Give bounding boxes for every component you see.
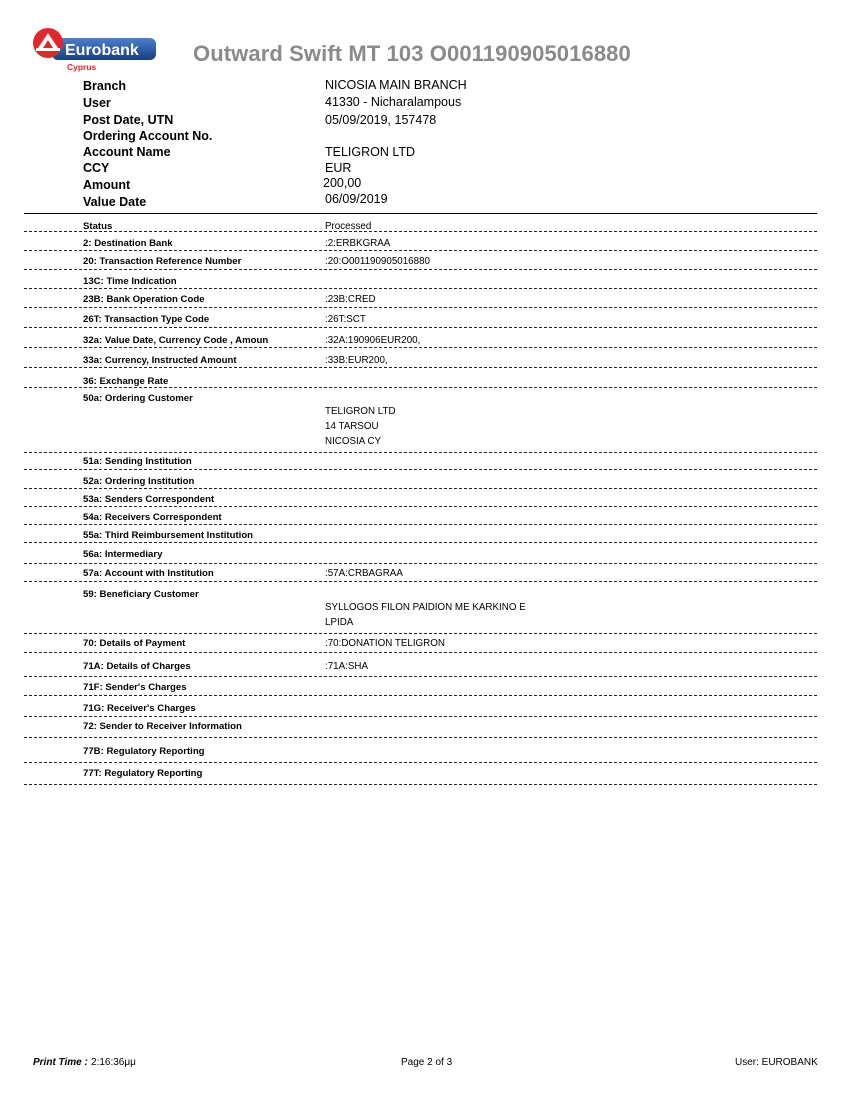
row-divider — [24, 250, 817, 251]
field-label: 77T: Regulatory Reporting — [83, 768, 203, 779]
field-value: :26T:SCT — [325, 314, 366, 325]
field-label: 54a: Receivers Correspondent — [83, 512, 222, 523]
row-divider — [24, 288, 817, 289]
header-separator — [24, 213, 817, 214]
row-divider — [24, 452, 817, 453]
header-value: NICOSIA MAIN BRANCH — [325, 78, 467, 92]
header-value: 06/09/2019 — [325, 192, 388, 206]
row-divider — [24, 762, 817, 763]
row-divider — [24, 488, 817, 489]
header-label: Branch — [83, 79, 127, 93]
field-label: 71F: Sender's Charges — [83, 682, 187, 693]
field-label: 36: Exchange Rate — [83, 376, 169, 387]
header-label: Account Name — [83, 145, 171, 159]
eurobank-logo — [32, 26, 164, 76]
row-divider — [24, 347, 817, 348]
logo-sub-text: Cyprus — [67, 62, 97, 72]
field-value: :20:O001190905016880 — [325, 256, 430, 267]
row-divider — [24, 327, 817, 328]
field-value: 14 TARSOU — [325, 421, 379, 432]
row-divider — [24, 307, 817, 308]
field-label: Status — [83, 221, 113, 232]
header-value: TELIGRON LTD — [325, 145, 416, 159]
field-label: 71A: Details of Charges — [83, 661, 191, 672]
field-label: 51a: Sending Institution — [83, 456, 192, 467]
row-divider — [24, 524, 817, 525]
header-label: Post Date, UTN — [83, 113, 174, 127]
field-label: 53a: Senders Correspondent — [83, 494, 215, 505]
header-label: Value Date — [83, 195, 147, 209]
field-label: 70: Details of Payment — [83, 638, 186, 649]
row-divider — [24, 676, 817, 677]
row-divider — [24, 231, 817, 232]
print-time-value: 2:16:36μμ — [91, 1057, 136, 1068]
header-label: CCY — [83, 161, 110, 175]
field-value: :23B:CRED — [325, 294, 376, 305]
field-label: 26T: Transaction Type Code — [83, 314, 210, 325]
page-number: Page 2 of 3 — [401, 1057, 453, 1068]
field-label: 56a: Intermediary — [83, 549, 163, 560]
field-label: 23B: Bank Operation Code — [83, 294, 205, 305]
field-label: 13C: Time Indication — [83, 276, 177, 287]
row-divider — [24, 695, 817, 696]
field-value: NICOSIA CY — [325, 436, 382, 447]
header-label: Ordering Account No. — [83, 129, 213, 143]
field-label: 52a: Ordering Institution — [83, 476, 195, 487]
field-label: 59: Beneficiary Customer — [83, 589, 199, 600]
field-value: Processed — [325, 221, 372, 232]
field-value: :32A:190906EUR200, — [325, 335, 421, 346]
field-label: 55a: Third Reimbursement Institution — [83, 530, 254, 541]
row-divider — [24, 542, 817, 543]
row-divider — [24, 633, 817, 634]
field-value: SYLLOGOS FILON PAIDION ME KARKINO E — [325, 602, 526, 613]
logo-brand-text: Eurobank — [65, 42, 139, 59]
page-title: Outward Swift MT 103 O001190905016880 — [193, 41, 631, 66]
footer-user: User: EUROBANK — [735, 1057, 818, 1068]
row-divider — [24, 652, 817, 653]
row-divider — [24, 737, 817, 738]
field-value: TELIGRON LTD — [325, 406, 396, 417]
row-divider — [24, 269, 817, 270]
header-value: 200,00 — [323, 176, 362, 190]
row-divider — [24, 387, 817, 388]
row-divider — [24, 367, 817, 368]
field-value: :70:DONATION TELIGRON — [325, 638, 445, 649]
field-value: :71A:SHA — [325, 661, 369, 672]
row-divider — [24, 469, 817, 470]
row-divider — [24, 581, 817, 582]
row-divider — [24, 506, 817, 507]
header-value: 41330 - Nicharalampous — [325, 95, 462, 109]
field-label: 20: Transaction Reference Number — [83, 256, 242, 267]
header-value: EUR — [325, 161, 352, 175]
field-label: 72: Sender to Receiver Information — [83, 721, 242, 732]
header-label: Amount — [83, 178, 131, 192]
field-label: 32a: Value Date, Currency Code , Amoun — [83, 335, 269, 346]
header-label: User — [83, 96, 111, 110]
field-label: 71G: Receiver's Charges — [83, 703, 196, 714]
field-label: 50a: Ordering Customer — [83, 393, 193, 404]
field-value: :33B:EUR200, — [325, 355, 388, 366]
row-divider — [24, 563, 817, 564]
field-label: 33a: Currency, Instructed Amount — [83, 355, 237, 366]
print-time-label: Print Time : — [33, 1057, 88, 1068]
field-label: 77B: Regulatory Reporting — [83, 746, 205, 757]
field-label: 2: Destination Bank — [83, 238, 173, 249]
row-divider — [24, 716, 817, 717]
field-value: LPIDA — [325, 617, 354, 628]
field-value: :2:ERBKGRAA — [325, 238, 391, 249]
field-value: :57A:CRBAGRAA — [325, 568, 403, 579]
header-value: 05/09/2019, 157478 — [325, 113, 437, 127]
row-divider — [24, 784, 817, 785]
field-label: 57a: Account with Institution — [83, 568, 214, 579]
